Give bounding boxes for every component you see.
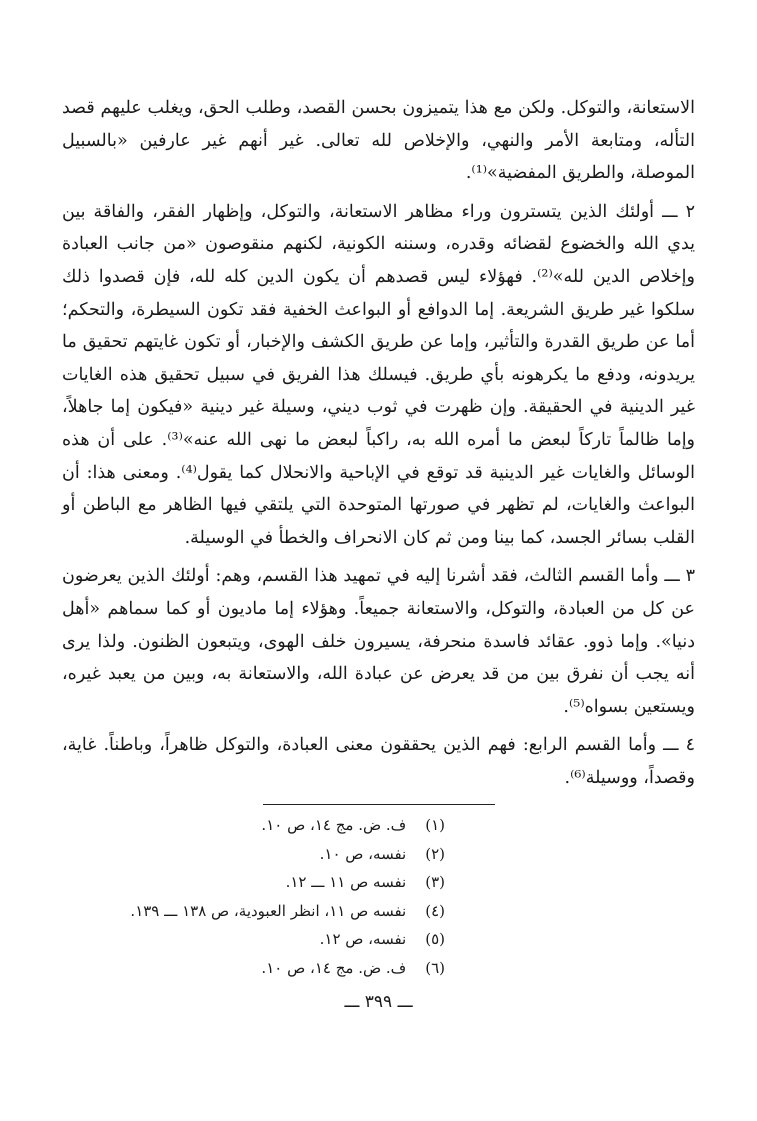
paragraph-section-3: ٣ ـــ وأما القسم الثالث، فقد أشرنا إليه في تمهيد هذا القسم، وهم: أولئك الذين يعرضون عن كل من العبادة، والتوكل، والاستعانة جميعاً. وهؤلاء إما ماديون أو كما سماهم «أهل دنيا». وإما ذوو. عقائد فاسدة منحرفة، يسيرون خلف الهوى، ويتبعون الظنون. ولذا يرى أنه يجب أن نفرق بين من قد يعرض عن عبادة الله، والاستعانة به، وبين من يعبد غيره، ويستعين بسواه⁽⁵⁾. (62, 566, 695, 717)
footnote-item (62, 811, 445, 840)
page-number: ـــ ٣٩٩ ـــ (344, 992, 413, 1012)
footnote-number: (١) (425, 816, 445, 835)
footnote-item (62, 868, 445, 897)
footnote-divider (263, 804, 495, 805)
footnote-number: (٦) (425, 958, 445, 977)
footnote-text: ف. ض. مج ١٤، ص ١٠. (261, 958, 407, 977)
paragraph-section-2: ٢ ـــ أولئك الذين يتسترون وراء مظاهر الاستعانة، والتوكل، وإظهار الفقر، والفاقة بين يدي الله والخضوع لقضائه وقدره، وسننه الكونية، لكنهم منقوصون «من جانب العبادة وإخلاص الدين لله»⁽²⁾. فهؤلاء ليس قصدهم أن يكون الدين كله لله، فإن قصدوا ذلك سلكوا غير طريق الشريعة. إما الدوافع أو البواعث الخفية فقد تكون السيطرة، والتحكم؛ أما عن طريق القدرة والتأثير، وإما عن طريق الكشف والإخبار، أو تكون غايتهم تحقيق ما يريدونه، ودفع ما يكرهونه بأي طريق. فيسلك هذا الفريق في سبيل تحقيق هذه الغايات غير الدينية في الحقيقة. وإن ظهرت في ثوب ديني، وسيلة غير دينية «فيكون إما جاهلاً، وإما ظالماً تاركاً لبعض ما أمره الله به، راكباً لبعض ما نهى الله عنه»⁽³⁾. على أن هذه الوسائل والغايات غير الدينية قد توقع في الإباحية والانحلال كما يقول⁽⁴⁾. ومعنى هذا: أن البواعث والغايات، لم تظهر في صورتها المتوحدة التي يلتقي فيها الظاهر مع الباطن أو القلب بسائر الجسد، كما بينا ومن ثم كان الانحراف والخطأ في الوسيلة. (62, 201, 696, 548)
paragraph-continuation: الاستعانة، والتوكل. ولكن مع هذا يتميزون بحسن القصد، وطلب الحق، ويغلب عليهم قصد التأله، ومتابعة الأمر والنهي، والإخلاص لله تعالى. غير أنهم غير عارفين «بالسبيل الموصلة، والطريق المفضية»⁽¹⁾. (62, 98, 695, 184)
paragraph-section-4: ٤ ـــ وأما القسم الرابع: فهم الذين يحققون معنى العبادة، والتوكل ظاهراً، وباطناً. غاية، وقصداً، ووسيلة⁽⁶⁾. (62, 735, 695, 788)
footnote-number: (٤) (425, 901, 445, 920)
footnote-number: (٣) (425, 873, 445, 892)
body-text (62, 92, 695, 794)
footnote-text: نفسه، ص ١٢. (319, 930, 407, 949)
footnote-item (62, 954, 445, 983)
footnote-item (62, 925, 445, 954)
footnote-number: (٢) (425, 844, 445, 863)
footnote-number: (٥) (425, 930, 445, 949)
footnote-item (62, 897, 445, 926)
footnotes (62, 811, 445, 982)
footnote-text: نفسه ص ١١ ـــ ١٢. (285, 873, 407, 892)
footnote-text: نفسه، ص ١٠. (319, 844, 407, 863)
footnote-text: ف. ض. مج ١٤، ص ١٠. (261, 816, 407, 835)
footnote-item (62, 840, 445, 869)
footnote-text: نفسه ص ١١، انظر العبودية، ص ١٣٨ ـــ ١٣٩. (130, 901, 407, 920)
